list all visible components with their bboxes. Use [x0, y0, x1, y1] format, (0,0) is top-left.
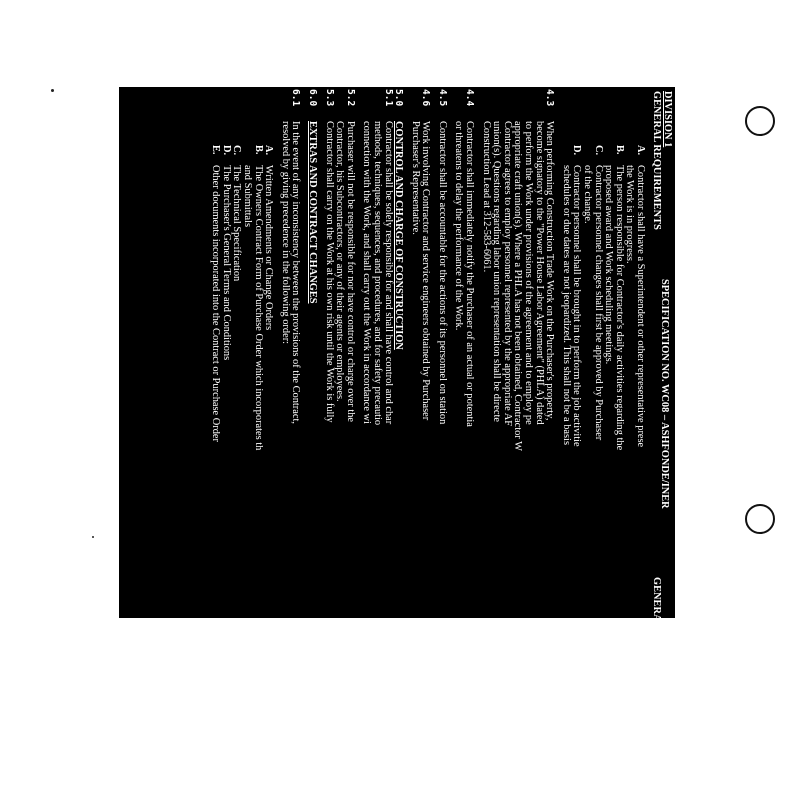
precedence-item-c: C. The Technical Specification: [231, 145, 243, 282]
item-a-cont: [624, 87, 635, 807]
general-rules-label: GENERAL RULE: [651, 577, 662, 660]
item-d-cont: [560, 87, 571, 807]
section-5-2-line: Contractor, his Subcontractors, or any of their agents or employees.: [334, 121, 346, 402]
section-label: GENERAL REQUIREMENTS: [651, 91, 662, 230]
item-b-cont: [603, 87, 614, 807]
section-4-5: 4.5 Contractor shall be accountable for the actions of its personnel on station: [436, 89, 448, 425]
item-a-line-2: the Work is in progress.: [624, 165, 636, 264]
document-body: [210, 87, 645, 807]
section-number: 5.2: [344, 89, 356, 107]
section-4-3: 4.3 When performing Construction Trade Work on the Purchaser's property,: [544, 89, 556, 421]
item-d-line-1: Contractor personnel shall be brought in to perform the job activitie: [571, 165, 583, 447]
section-4-3-line: union(s). Questions regarding labor union representation shall be directe: [491, 121, 503, 422]
section-6-1: 6.1 In the event of any inconsistency between the provisions of the Contract,: [290, 89, 302, 424]
section-4-3-line: Contractor agrees to employ personnel represented by the appropriate AF: [501, 121, 513, 426]
section-5-3: 5.3 Contractor shall carry on the Work at his own risk until the Work is fully: [323, 89, 335, 423]
item-d-line-2: schedules or due dates are not jeopardized. This shall not be a basis: [560, 165, 572, 445]
scan-dot-top: [51, 89, 54, 92]
section-number: 6.1: [290, 89, 302, 107]
section-number: 5.3: [323, 89, 335, 107]
section-5-1-line: methods, techniques, sequences, and procedures, and for safety precautio: [371, 121, 383, 426]
section-number: 4.3: [544, 89, 556, 107]
section-4-4: 4.4 Contractor shall immediately notify the Purchaser of an actual or potentia: [464, 89, 476, 427]
item-b-line-1: The person responsible for Contractor's daily activities regarding the: [613, 165, 625, 451]
rotated-specification-page: [119, 87, 675, 660]
section-6-0-heading: 6.0 EXTRAS AND CONTRACT CHANGES: [306, 89, 318, 304]
scan-dot-bottom: [92, 536, 94, 538]
precedence-item-d: D. The Purchaser's General Terms and Conditions: [220, 145, 232, 361]
item-b: B. The person responsible for Contractor's daily activities regarding the: [613, 145, 625, 451]
division-label: DIVISION 1: [662, 91, 673, 148]
section-number: 4.5: [436, 89, 448, 107]
precedence-item-b-cont: and Submittals: [242, 165, 253, 228]
item-d: D. Contractor personnel shall be brought in to perform the job activitie: [571, 145, 583, 447]
section-4-3-line: to perform the Work under provisions of the agreement and to employ pe: [523, 121, 535, 425]
item-c-cont: [581, 87, 592, 807]
item-c-line-2: of the change.: [582, 165, 594, 224]
section-number: 4.6: [420, 89, 432, 107]
section-4-6: 4.6 Work involving Contractor and service engineers obtained by Purchaser: [420, 89, 432, 421]
section-4-6-line: Purchaser's Representative.: [409, 121, 421, 235]
section-4-4-line: or threatens to delay the performance of the Work.: [453, 121, 465, 331]
precedence-item-a: A. Written Amendments or Change Orders: [263, 145, 275, 331]
section-number: 4.4: [464, 89, 476, 107]
punch-hole-bottom: [745, 504, 775, 534]
item-a: A. Contractor shall have a Superintendent or other representative prese: [635, 145, 646, 448]
section-5-1: 5.1 Contractor shall be solely responsible for and shall have control and char: [382, 89, 394, 425]
item-c: C. Contractor personnel changes shall first be approved by Purchaser: [592, 145, 604, 441]
item-c-line-1: Contractor personnel changes shall first be approved by Purchaser: [592, 165, 604, 441]
precedence-item-b: B. The Owners Contract Form of Purchase Order which incorporates th: [252, 145, 264, 451]
section-number: 5.0: [393, 89, 405, 107]
section-number: 6.0: [306, 89, 318, 107]
page-header: [648, 91, 672, 811]
item-b-line-2: proposed award and Work scheduling meetings.: [603, 165, 615, 365]
section-number: 5.1: [382, 89, 394, 107]
section-4-3-line: appropriate craft union(s). Where a PHLA has not been obtained, Contractor W: [512, 121, 524, 451]
section-5-0-heading: 5.0 CONTROL AND CHARGE OF CONSTRUCTION: [393, 89, 405, 350]
section-4-3-line: become signatory to the "Power House Labor Agreement" (PHLA) dated: [533, 121, 545, 425]
page-content: [119, 87, 675, 660]
section-6-1-line: resolved by giving precedence in the following order:: [279, 121, 291, 345]
item-a-line-1: Contractor shall have a Superintendent or other representative prese: [635, 165, 646, 448]
specification-title: SPECIFICATION NO. WC08 – ASHFONDE/INER: [659, 279, 670, 509]
precedence-item-e: E. Other documents incorporated into the Contract or Purchase Order: [210, 145, 222, 442]
punch-hole-top: [745, 106, 775, 136]
section-4-3-line: Construction Lead at 312-583-6061.: [480, 121, 492, 273]
section-5-2: 5.2 Purchaser will not be responsible for nor have control or charge over the: [344, 89, 356, 423]
section-5-1-line: connection with the Work, and shall carry out the Work in accordance wi: [361, 121, 373, 424]
